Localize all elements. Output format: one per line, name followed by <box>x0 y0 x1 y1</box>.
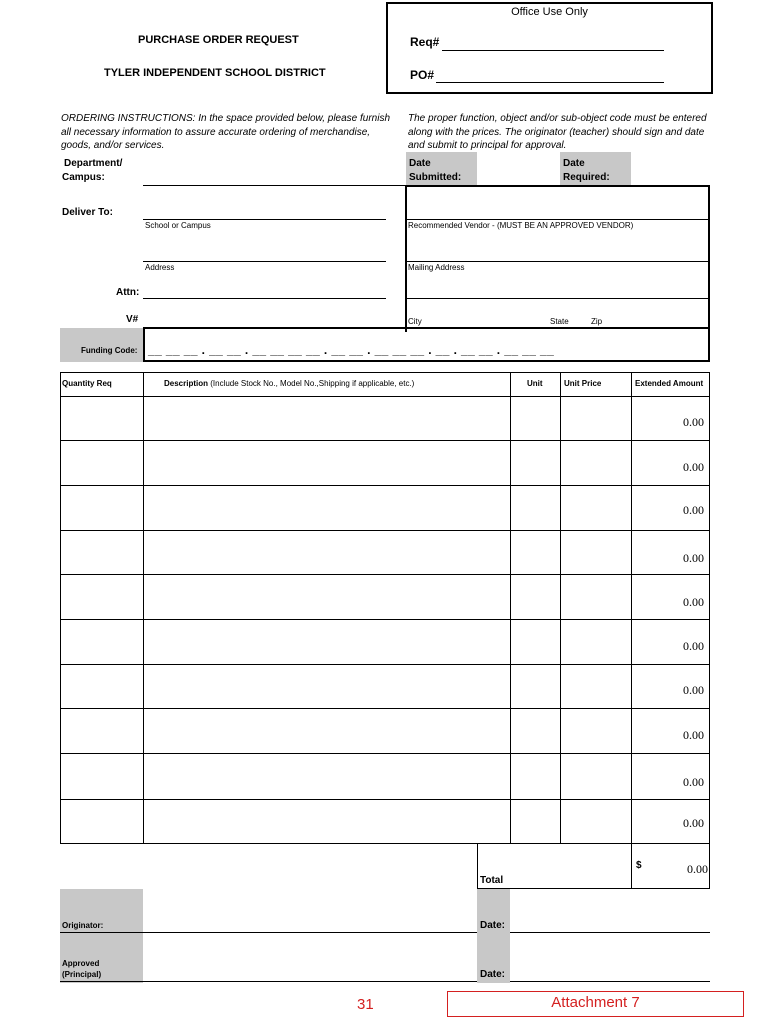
originator-date-field[interactable] <box>510 932 710 933</box>
date-required-label: Date Required: <box>563 158 610 183</box>
originator-label: Originator: <box>62 921 104 930</box>
funding-code-field[interactable] <box>143 327 710 362</box>
school-field[interactable] <box>143 219 386 220</box>
table-row-amount: 0.00 <box>683 415 704 429</box>
vendor-field[interactable] <box>407 219 710 220</box>
approved-field[interactable] <box>60 981 477 982</box>
req-field[interactable] <box>442 50 664 51</box>
deliver-to-label: Deliver To: <box>62 207 113 218</box>
vendor-box <box>405 185 710 332</box>
zip-caption: Zip <box>591 317 603 326</box>
originator-field[interactable] <box>60 932 477 933</box>
date-submitted-label: Date Submitted: <box>409 158 462 183</box>
table-row-amount: 0.00 <box>683 775 704 789</box>
address-caption: Address <box>145 263 175 272</box>
table-row-amount: 0.00 <box>683 595 704 609</box>
city-field[interactable] <box>407 298 710 299</box>
col-unit-price-header: Unit Price <box>564 379 602 388</box>
funding-code-blanks: __ __ __ . __ __ . __ __ __ __ . __ __ . __ __ __ . __ . __ __ . __ __ __ <box>148 343 555 357</box>
approved-date-label: Date: <box>480 969 506 980</box>
po-field[interactable] <box>436 82 664 83</box>
funding-code-box <box>60 328 143 362</box>
district-title: TYLER INDEPENDENT SCHOOL DISTRICT <box>104 67 326 79</box>
v-number-label: V# <box>126 314 139 325</box>
office-use-title: Office Use Only <box>511 6 588 18</box>
mailing-field[interactable] <box>407 261 710 262</box>
table-row-amount: 0.00 <box>683 639 704 653</box>
attachment-box <box>447 991 744 1017</box>
vendor-caption: Recommended Vendor - (MUST BE AN APPROVED VENDOR) <box>408 221 634 230</box>
table-row-amount: 0.00 <box>683 683 704 697</box>
mailing-caption: Mailing Address <box>408 263 465 272</box>
total-currency: $ <box>636 860 642 871</box>
state-caption: State <box>550 317 569 326</box>
funding-code-label: Funding Code: <box>81 346 138 355</box>
table-row-amount: 0.00 <box>683 728 704 742</box>
col-quantity-header: Quantity Req <box>62 379 112 388</box>
form-title: PURCHASE ORDER REQUEST <box>138 34 299 46</box>
total-row <box>477 843 710 889</box>
items-table <box>60 372 710 844</box>
col-description-header: Description (Include Stock No., Model No.,Shipping if applicable, etc.) <box>164 379 415 388</box>
school-caption: School or Campus <box>145 221 211 230</box>
table-row-amount: 0.00 <box>683 816 704 830</box>
city-caption: City <box>408 317 422 326</box>
approved-date-field[interactable] <box>510 981 710 982</box>
total-label: Total <box>480 875 504 886</box>
table-row-amount: 0.00 <box>683 551 704 565</box>
attachment-label: Attachment 7 <box>551 994 640 1011</box>
req-label: Req# <box>410 35 440 49</box>
department-label: Department/ Campus: <box>62 158 123 183</box>
table-row-amount: 0.00 <box>683 460 704 474</box>
attn-field[interactable] <box>143 298 386 299</box>
total-value: 0.00 <box>687 862 708 876</box>
approved-label: Approved (Principal) <box>62 959 102 979</box>
col-unit-header: Unit <box>527 379 543 388</box>
instructions-right: The proper function, object and/or sub-object code must be entered along with the prices. The originator (teacher) should sign and date and submit to principal for approval. <box>408 113 707 151</box>
office-use-box <box>386 2 713 94</box>
col-extended-header: Extended Amount <box>635 379 704 388</box>
address-field[interactable] <box>143 261 386 262</box>
table-row-amount: 0.00 <box>683 503 704 517</box>
page-number: 31 <box>357 996 374 1013</box>
attn-label: Attn: <box>116 287 140 298</box>
po-label: PO# <box>410 68 435 82</box>
originator-date-label: Date: <box>480 920 506 931</box>
instructions-left: ORDERING INSTRUCTIONS: In the space provided below, please furnish all necessary information to assure accurate ordering of merchandise, goods, and/or services. <box>61 113 391 151</box>
department-field[interactable] <box>143 185 406 186</box>
